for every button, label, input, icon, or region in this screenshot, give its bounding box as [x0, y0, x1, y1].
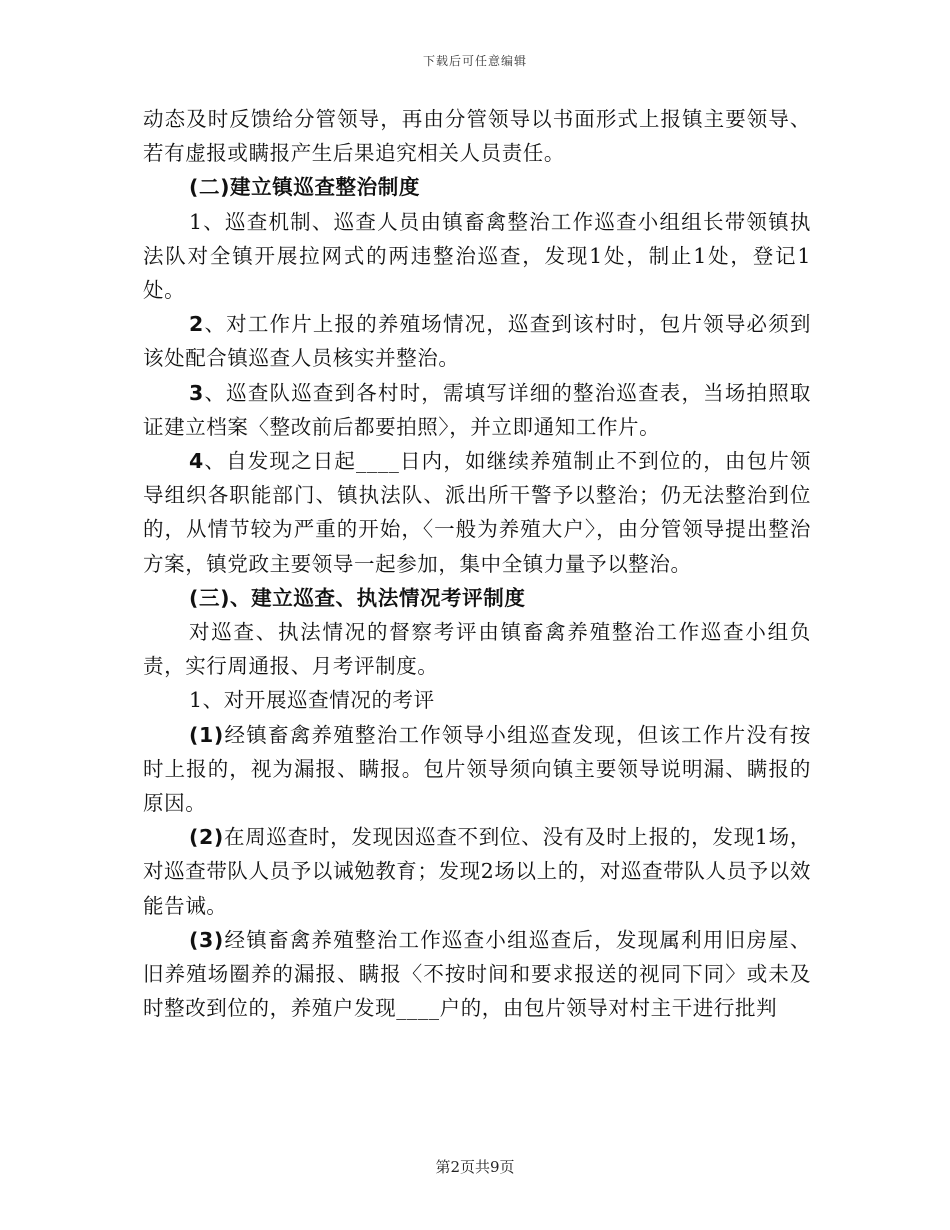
- section-heading-3: (三)、建立巡查、执法情况考评制度: [189, 585, 526, 610]
- subheading-1: 1、对开展巡查情况的考评: [189, 688, 435, 713]
- page-header: 下载后可任意编辑: [422, 54, 527, 68]
- item-text: 、巡查队巡查到各村时，需填写详细的整治巡查表，当场拍照取证建立档案〈整改前后都要拍照〉，并立即通知工作片。: [143, 380, 811, 439]
- paragraph-continuation: 动态及时反馈给分管领导，再由分管领导以书面形式上报镇主要领导、若有虚报或瞒报产生后果追究相关人员责任。: [143, 107, 811, 166]
- item-text: 经镇畜禽养殖整治工作领导小组巡查发现，但该工作片没有按时上报的，视为漏报、瞒报。包片领导须向镇主要领导说明漏、瞒报的原因。: [143, 722, 811, 816]
- paragraph-item-4: [143, 444, 811, 581]
- page-footer: 第2页共9页: [435, 1158, 515, 1176]
- item-text: 、对工作片上报的养殖场情况，巡查到该村时，包片领导必须到该处配合镇巡查人员核实并整治。: [143, 312, 811, 371]
- section-heading-2: (二)建立镇巡查整治制度: [189, 175, 420, 200]
- item-text: 、自发现之日起____日内，如继续养殖制止不到位的，由包片领导组织各职能部门、镇执法队、派出所干警予以整治；仍无法整治到位的，从情节较为严重的开始，〈一般为养殖大户〉，由分管领导提出整治方案，镇党政主要领导一起参加，集中全镇力量予以整治。: [143, 449, 811, 576]
- item-number: 3: [189, 380, 204, 405]
- paragraph-sub-1: [143, 718, 811, 821]
- paragraph-sub-3: [143, 923, 811, 1026]
- document-body: [143, 102, 811, 1025]
- paragraph-item-1: 1、巡查机制、巡查人员由镇畜禽整治工作巡查小组组长带领镇执法队对全镇开展拉网式的两违整治巡查，发现1处，制止1处，登记1处。: [143, 209, 811, 303]
- item-text: 经镇畜禽养殖整治工作巡查小组巡查后，发现属利用旧房屋、旧养殖场圈养的漏报、瞒报〈不按时间和要求报送的视同下同〉或未及时整改到位的，养殖户发现____户的，由包片领导对村主干进行批判: [143, 927, 811, 1021]
- item-number: (2): [189, 825, 224, 850]
- paragraph-item-3: [143, 376, 811, 444]
- item-number: (1): [189, 722, 224, 747]
- paragraph-sub-2: [143, 820, 811, 923]
- item-text: 在周巡查时，发现因巡查不到位、没有及时上报的，发现1场，对巡查带队人员予以诫勉教育；发现2场以上的，对巡查带队人员予以效能告诫。: [143, 825, 811, 918]
- paragraph-intro: 对巡查、执法情况的督察考评由镇畜禽养殖整治工作巡查小组负责，实行周通报、月考评制度。: [143, 620, 811, 679]
- paragraph-item-2: [143, 307, 811, 375]
- item-number: (3): [189, 927, 224, 952]
- item-number: 2: [189, 312, 204, 337]
- item-number: 4: [189, 449, 204, 474]
